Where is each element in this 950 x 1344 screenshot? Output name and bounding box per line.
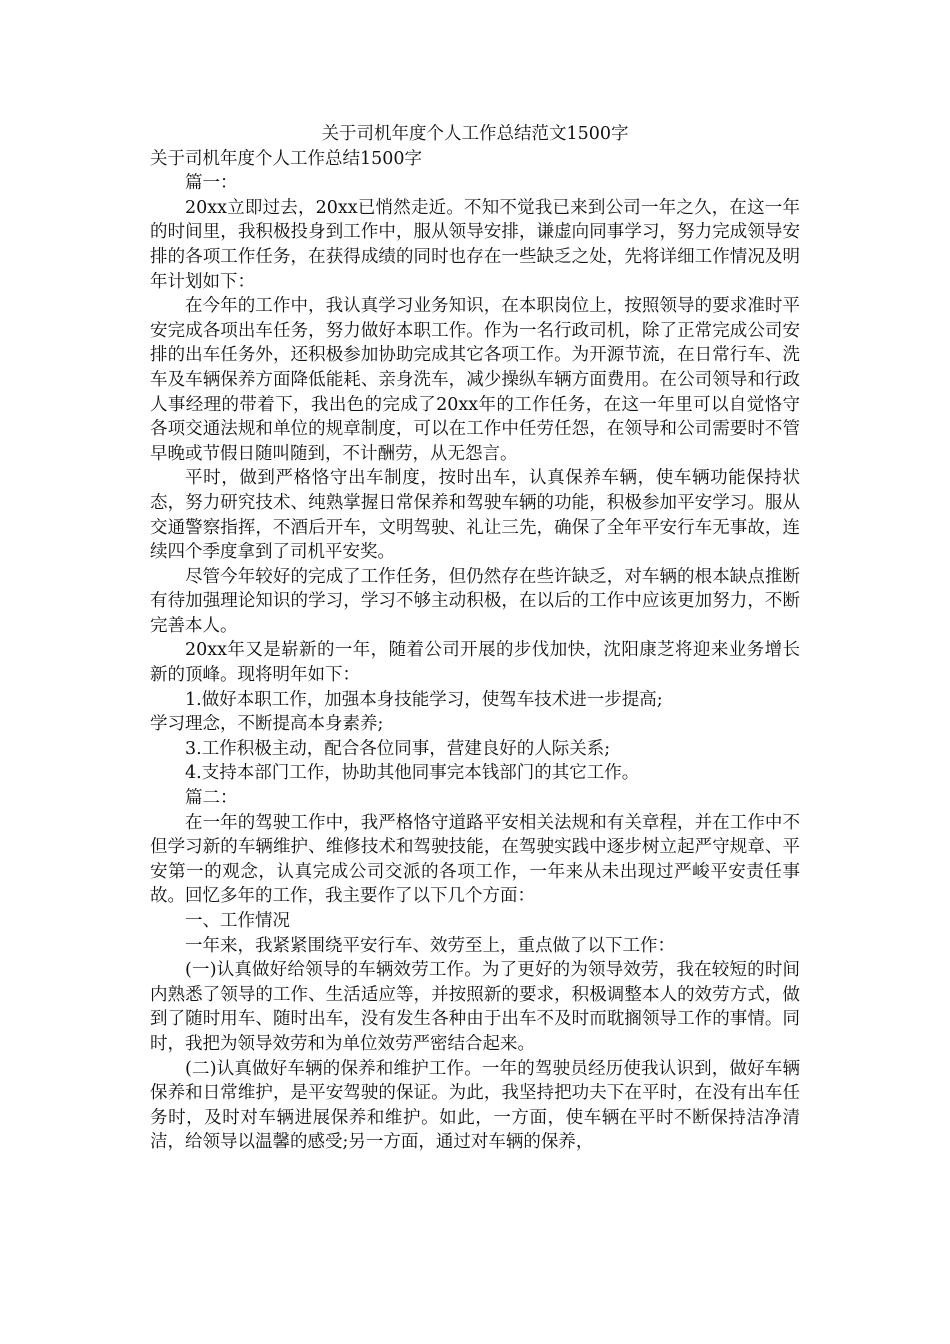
paragraph: 20xx年又是崭新的一年，随着公司开展的步伐加快，沈阳康芝将迎来业务增长新的顶峰。现将明年如下：	[150, 640, 800, 686]
paragraph: (二)认真做好车辆的保养和维护工作。一年的驾驶员经历使我认识到，做好车辆保养和日常维护，是平安驾驶的保证。为此，我坚持把功夫下在平时，在没有出车任务时，及时对车辆进展保养和维护。如此，一方面，使车辆在平时不断保持洁净清洁，给领导以温馨的感受;另一方面，通过对车辆的保养，	[150, 1058, 800, 1153]
paragraph: 一、工作情况	[185, 911, 290, 931]
paragraph: (一)认真做好给领导的车辆效劳工作。为了更好的为领导效劳，我在较短的时间内熟悉了领导的工作、生活适应等，并按照新的要求，积极调整本人的效劳方式，做到了随时用车、随时出车，没有发生各种由于出车不及时而耽搁领导工作的事情。同时，我把为领导效劳和为单位效劳严密结合起来。	[150, 960, 800, 1054]
paragraph: 4.支持本部门工作，协助其他同事完本钱部门的其它工作。	[185, 763, 640, 784]
document-body	[150, 147, 800, 1155]
paragraph: 1.做好本职工作，加强本身技能学习，使驾车技术进一步提高;	[185, 689, 663, 710]
paragraph: 3.工作积极主动，配合各位同事，营建良好的人际关系;	[185, 738, 611, 759]
paragraph: 篇二：	[185, 788, 238, 809]
document-page	[150, 122, 800, 1155]
paragraph: 篇一：	[185, 173, 238, 194]
paragraph: 平时，做到严格恪守出车制度，按时出车，认真保养车辆，使车辆功能保持状态，努力研究技术、纯熟掌握日常保养和驾驶车辆的功能，积极参加平安学习。服从交通警察指挥，不酒后开车，文明驾驶、礼让三先，确保了全年平安行车无事故，连续四个季度拿到了司机平安奖。	[150, 468, 800, 563]
document-title: 关于司机年度个人工作总结范文1500字	[321, 124, 629, 144]
paragraph: 20xx立即过去，20xx已悄然走近。不知不觉我已来到公司一年之久，在这一年的时间里，我积极投身到工作中，服从领导安排，谦虚向同事学习，努力完成领导安排的各项工作任务，在获得成绩的同时也存在一些缺乏之处，先将详细工作情况及明年计划如下：	[150, 197, 800, 292]
paragraph: 在今年的工作中，我认真学习业务知识，在本职岗位上，按照领导的要求准时平安完成各项出车任务，努力做好本职工作。作为一名行政司机，除了正常完成公司安排的出车任务外，还积极参加协助完成其它各项工作。为开源节流，在日常行车、洗车及车辆保养方面降低能耗、亲身洗车，减少操纵车辆方面费用。在公司领导和行政人事经理的带着下，我出色的完成了20xx年的工作任务，在这一年里可以自觉恪守各项交通法规和单位的规章制度，可以在工作中任劳任怨，在领导和公司需要时不管早晚或节假日随叫随到，不计酬劳，从无怨言。	[150, 296, 800, 464]
paragraph: 一年来，我紧紧围绕平安行车、效劳至上，重点做了以下工作：	[185, 935, 675, 956]
paragraph: 在一年的驾驶工作中，我严格恪守道路平安相关法规和有关章程，并在工作中不但学习新的车辆维护、维修技术和驾驶技能，在驾驶实践中逐步树立起严守规章、平安第一的观念，认真完成公司交派的各项工作，一年来从未出现过严峻平安责任事故。回忆多年的工作，我主要作了以下几个方面：	[150, 812, 800, 907]
document-subtitle: 关于司机年度个人工作总结1500字	[150, 148, 423, 169]
paragraph: 尽管今年较好的完成了工作任务，但仍然存在些许缺乏，对车辆的根本缺点推断有待加强理论知识的学习，学习不够主动积极，在以后的工作中应该更加努力，不断完善本人。	[150, 566, 800, 636]
paragraph: 学习理念，不断提高本身素养;	[150, 714, 384, 735]
